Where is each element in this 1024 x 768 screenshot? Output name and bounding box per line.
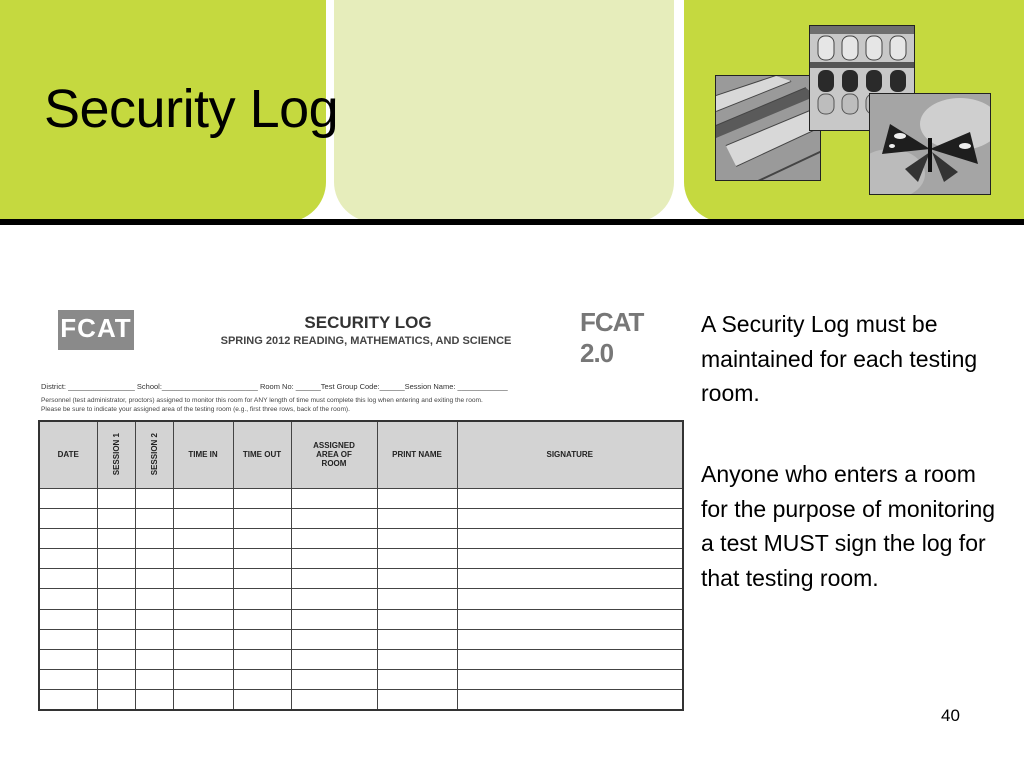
col-time-out: TIME OUT: [233, 421, 291, 488]
header-divider: [0, 219, 1024, 225]
col-date: DATE: [39, 421, 97, 488]
instruction-line: Please be sure to indicate your assigned area of the testing room (e.g., first three rows, back of the room).: [41, 405, 350, 413]
form-instructions: [41, 397, 681, 414]
col-print-name: PRINT NAME: [377, 421, 457, 488]
table-row: [39, 488, 683, 508]
col-session-1: SESSION 1: [97, 421, 135, 488]
fcat2-logo: FCAT 2.0: [580, 307, 644, 368]
header-panel-middle: [334, 0, 674, 222]
table-row: [39, 528, 683, 548]
table-row: [39, 690, 683, 710]
table-row: [39, 650, 683, 670]
table-row: [39, 549, 683, 569]
table-row: [39, 508, 683, 528]
security-log-form: [38, 305, 684, 712]
paragraph-sign-log: Anyone who enters a room for the purpose of monitoring a test MUST sign the log for that testing room.: [701, 461, 996, 591]
butterfly-icon: [869, 93, 991, 195]
form-title: SECURITY LOG: [304, 313, 432, 332]
log-table-body: [39, 488, 683, 710]
paragraph-maintain-log: A Security Log must be maintained for each testing room.: [701, 311, 978, 406]
table-row: [39, 629, 683, 649]
table-row: [39, 609, 683, 629]
instruction-line: Personnel (test administrator, proctors) assigned to monitor this room for ANY length of time must complete this log when entering and exiting the room.: [41, 397, 483, 404]
form-fields-line: District: ________________ School:_______________________ Room No: ______Test Group Code:______Session Name: ____________: [41, 382, 508, 391]
slide-title: Security Log: [44, 79, 339, 139]
form-subtitle: SPRING 2012 READING, MATHEMATICS, AND SCIENCE: [220, 335, 512, 347]
table-row: [39, 589, 683, 609]
log-table-header: [39, 421, 683, 488]
fcat-logo: FCAT: [58, 310, 134, 350]
page-number: 40: [941, 706, 960, 725]
books-icon: [715, 75, 821, 181]
col-time-in: TIME IN: [173, 421, 233, 488]
table-row: [39, 569, 683, 589]
col-signature: SIGNATURE: [457, 421, 683, 488]
col-session-2: SESSION 2: [135, 421, 173, 488]
log-table: [38, 420, 684, 711]
table-row: [39, 670, 683, 690]
col-assigned-area: ASSIGNED AREA OF ROOM: [291, 421, 377, 488]
